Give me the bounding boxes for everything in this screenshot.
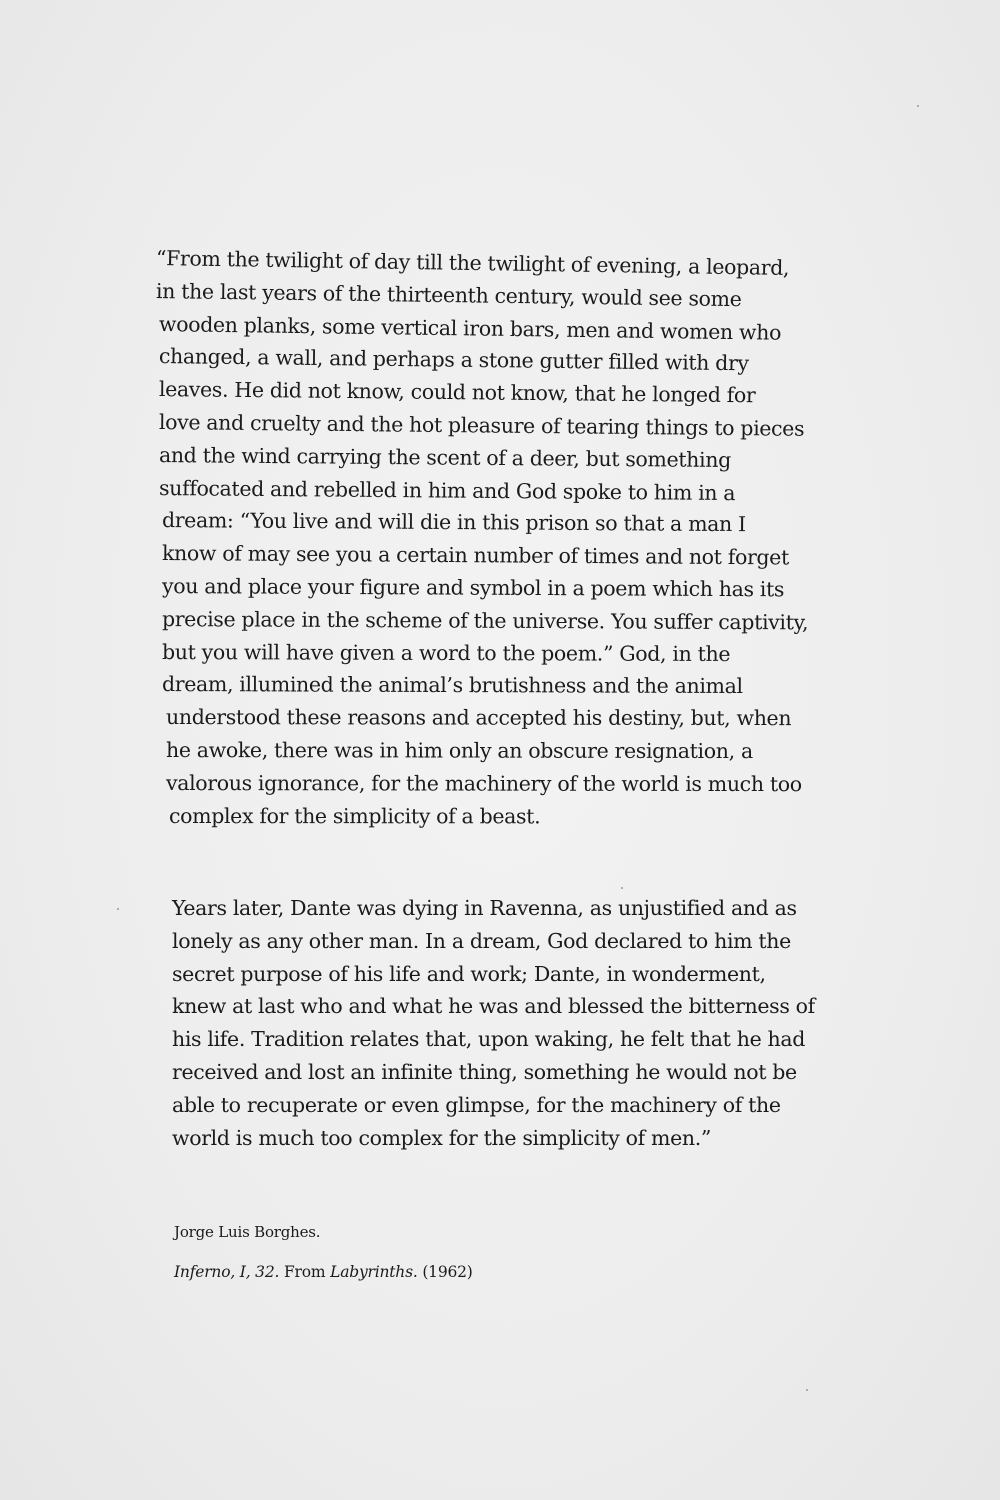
paragraph-line: precise place in the scheme of the universe. You suffer captivity, bbox=[161, 606, 809, 635]
from-label: From bbox=[283, 1263, 326, 1281]
paper-speck bbox=[917, 105, 919, 107]
paragraph-line: wooden planks, some vertical iron bars, men and women who bbox=[158, 311, 782, 345]
paragraph-line: lonely as any other man. In a dream, God declared to him the bbox=[172, 928, 791, 953]
paragraph-line: changed, a wall, and perhaps a stone gutter filled with dry bbox=[158, 344, 749, 376]
paragraph-line: dream, illumined the animal’s brutishness and the animal bbox=[161, 672, 743, 699]
paragraph-line: understood these reasons and accepted his destiny, but, when bbox=[165, 705, 792, 731]
source-citation bbox=[174, 1262, 473, 1282]
paragraph-line: received and lost an infinite thing, something he would not be bbox=[172, 1059, 797, 1084]
paper-speck bbox=[117, 908, 119, 910]
paragraph-line: world is much too complex for the simplicity of men.” bbox=[172, 1125, 712, 1150]
paragraph-line: his life. Tradition relates that, upon waking, he felt that he had bbox=[172, 1027, 806, 1052]
book-title: Labyrinths. bbox=[330, 1263, 418, 1281]
paragraph-line: in the last years of the thirteenth century, would see some bbox=[155, 278, 742, 311]
paper-speck bbox=[806, 1389, 808, 1391]
paragraph-line: and the wind carrying the scent of a deer, but something bbox=[158, 442, 732, 472]
paragraph-line: he awoke, there was in him only an obscure resignation, a bbox=[165, 737, 753, 763]
paragraph-line: you and place your figure and symbol in a poem which has its bbox=[161, 574, 785, 602]
paragraph-line: “From the twilight of day till the twilight of evening, a leopard, bbox=[155, 246, 790, 280]
paragraph-line: but you will have given a word to the poem.” God, in the bbox=[161, 639, 731, 666]
paragraph-line: leaves. He did not know, could not know, that he longed for bbox=[158, 377, 756, 408]
publication-year: (1962) bbox=[422, 1263, 473, 1281]
paragraph-line: suffocated and rebelled in him and God spoke to him in a bbox=[158, 475, 736, 505]
paragraph-line: able to recuperate or even glimpse, for the machinery of the bbox=[172, 1092, 781, 1117]
author-attribution: Jorge Luis Borghes. bbox=[174, 1223, 321, 1241]
quote-paragraph-2 bbox=[172, 892, 815, 1154]
paragraph-line: knew at last who and what he was and blessed the bitterness of bbox=[172, 994, 815, 1019]
paragraph-line: Years later, Dante was dying in Ravenna, as unjustified and as bbox=[172, 896, 797, 920]
paragraph-line: know of may see you a certain number of times and not forget bbox=[161, 541, 789, 570]
work-title: Inferno, I, 32. bbox=[174, 1263, 280, 1281]
paragraph-line: love and cruelty and the hot pleasure of tearing things to pieces bbox=[158, 410, 805, 441]
paragraph-line: valorous ignorance, for the machinery of the world is much too bbox=[165, 770, 802, 796]
paragraph-line: complex for the simplicity of a beast. bbox=[168, 803, 541, 828]
paragraph-line: dream: “You live and will die in this prison so that a man I bbox=[161, 508, 746, 537]
quote-paragraph-1 bbox=[155, 242, 809, 832]
paragraph-line: secret purpose of his life and work; Dante, in wonderment, bbox=[172, 961, 766, 986]
paper-speck bbox=[621, 887, 623, 889]
